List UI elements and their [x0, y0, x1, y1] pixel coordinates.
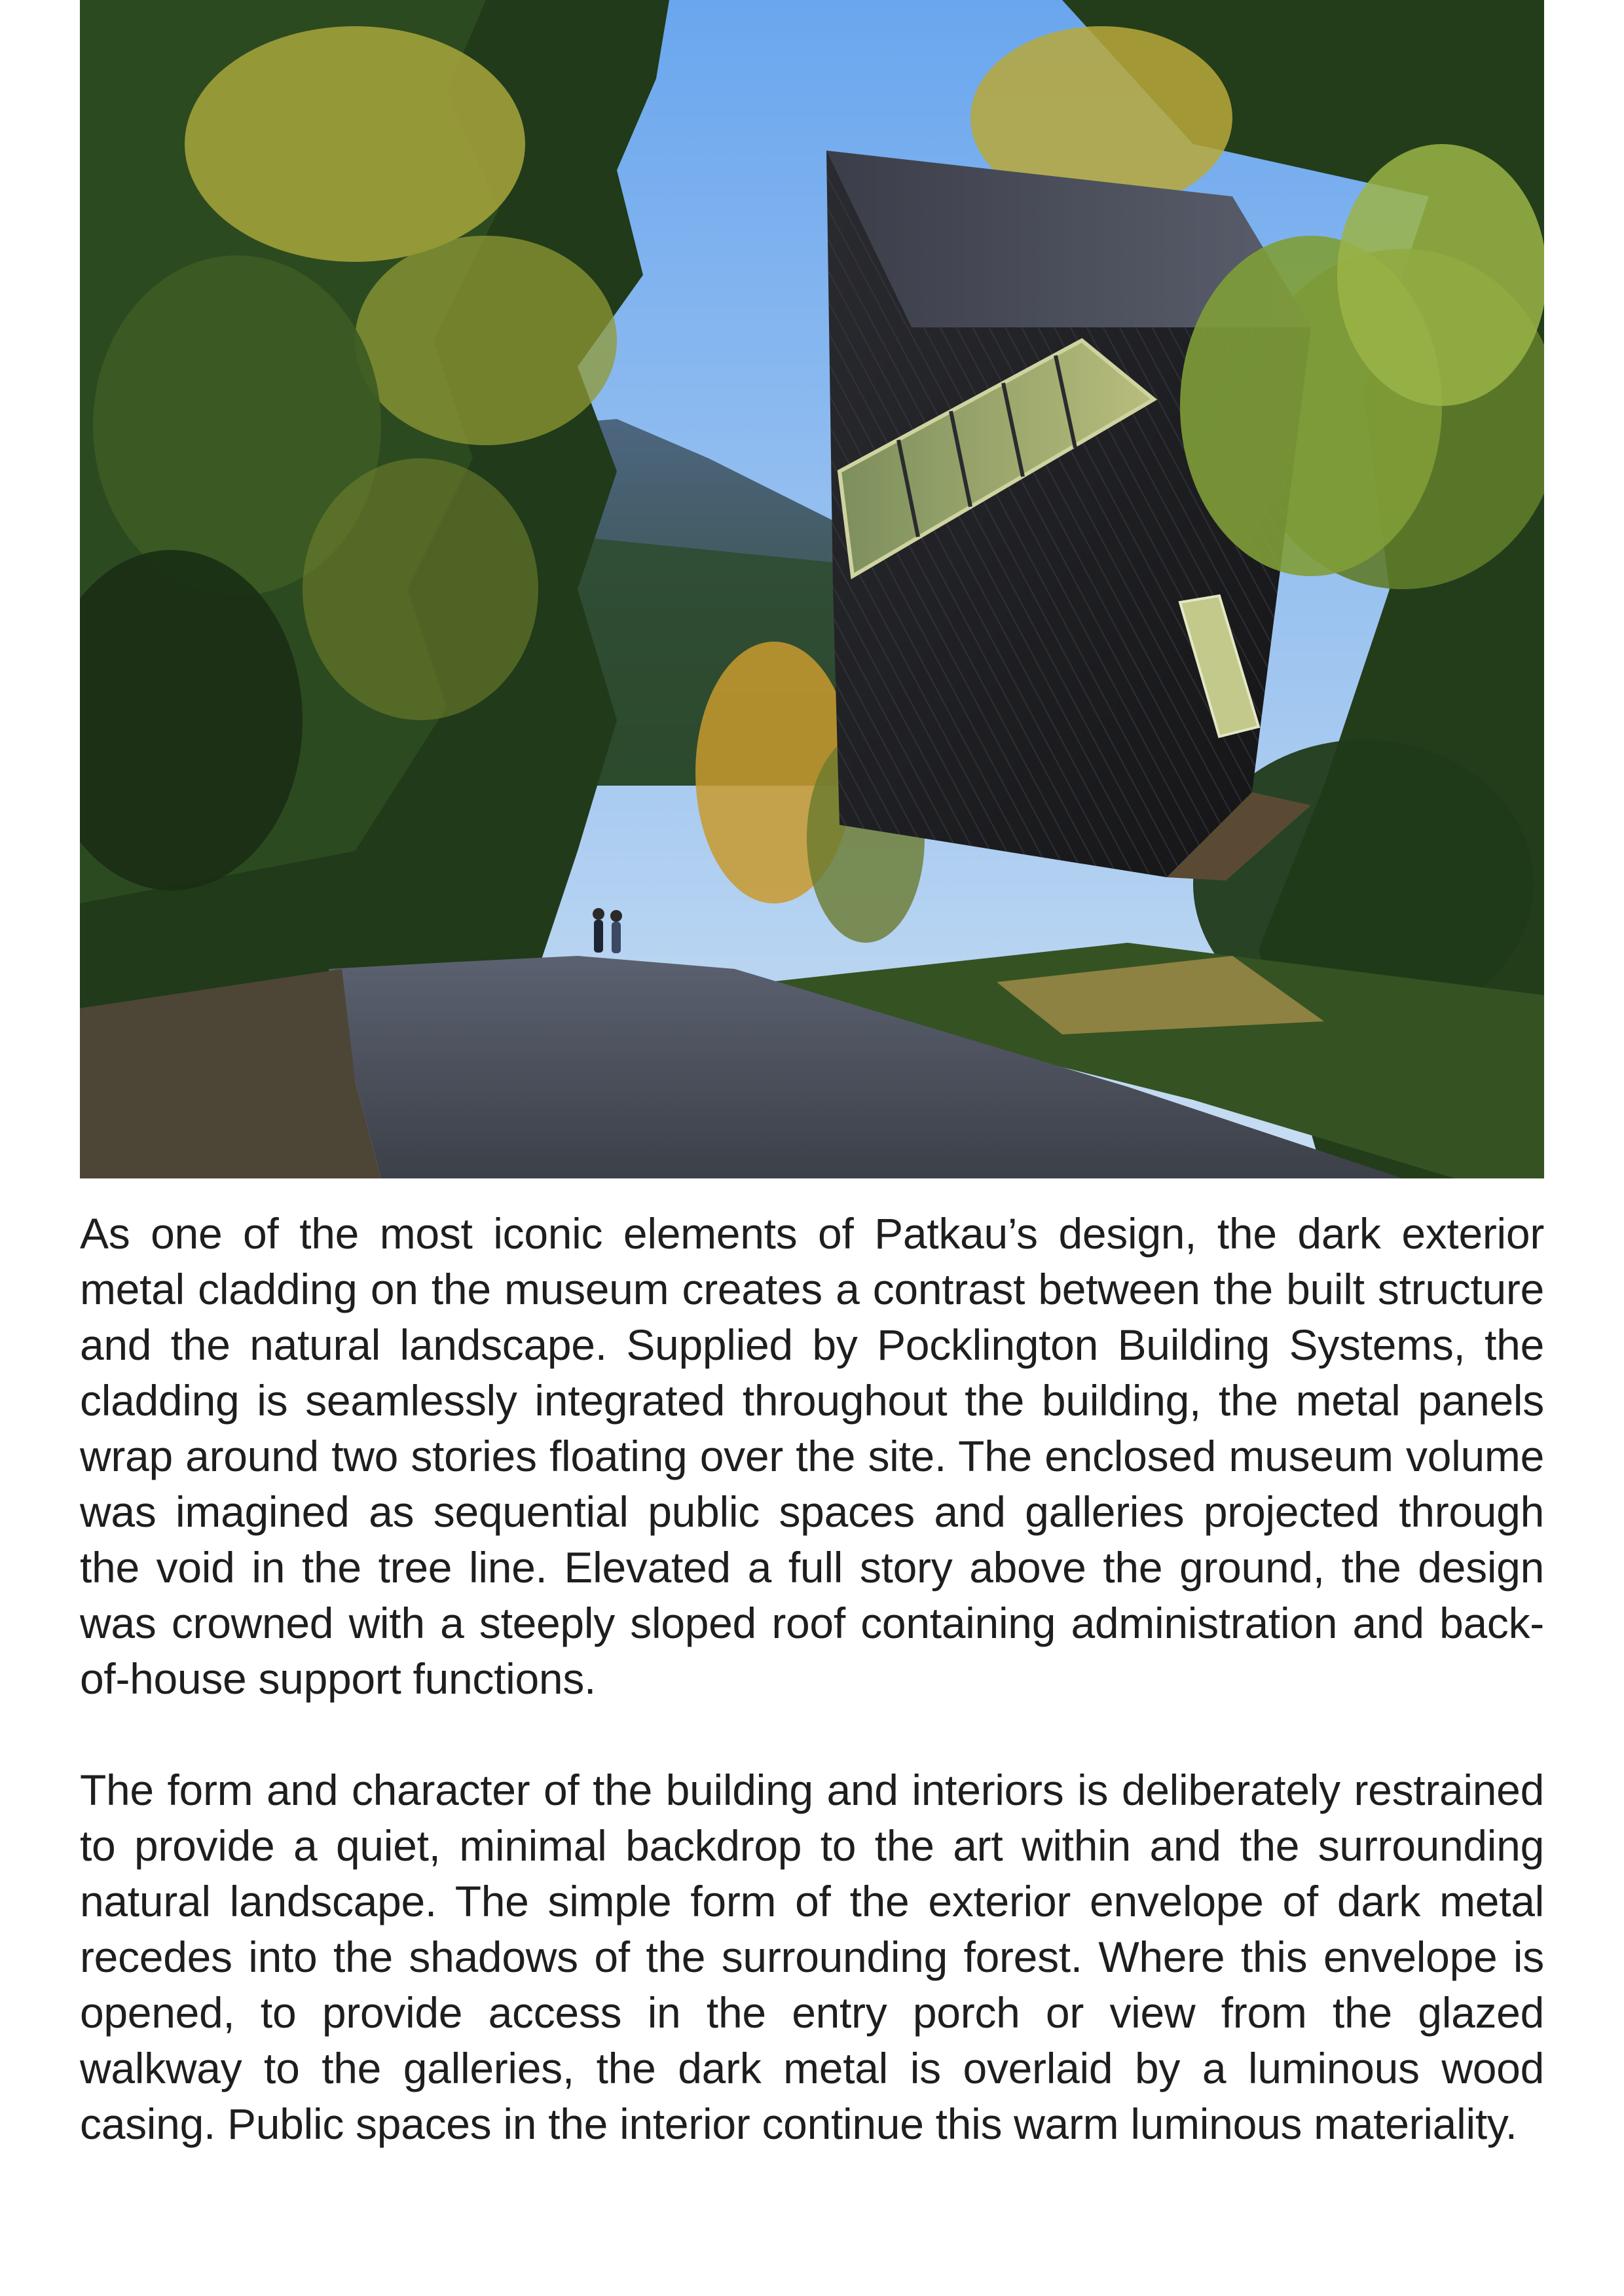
- museum-photo[interactable]: [80, 0, 1544, 1178]
- paragraph-cladding: As one of the most iconic elements of Patkau’s design, the dark exterior metal cladding on the museum creates a contrast between the built structure and the natural landscape. Supplied by Pocklington Building Systems, the cladding is seamlessly integrated throughout the building, the metal panels wrap around two stories floating over the site. The enclosed museum volume was imagined as sequential public spaces and galleries projected through the void in the tree line. Elevated a full story above the ground, the design was crowned with a steeply sloped roof containing administration and back-of-house support functions.: [80, 1209, 1544, 1703]
- article-body: [80, 1206, 1544, 2152]
- paragraph-form-character: The form and character of the building and interiors is deliberately restrained to provide a quiet, minimal backdrop to the art within and the surrounding natural landscape. The simple form of the exterior envelope of dark metal recedes into the shadows of the surrounding forest. Where this envelope is opened, to provide access in the entry porch or view from the glazed walkway to the galleries, the dark metal is overlaid by a luminous wood casing. Public spaces in the interior continue this warm luminous materiality.: [80, 1766, 1544, 2148]
- museum-photo-illustration: [80, 0, 1544, 1178]
